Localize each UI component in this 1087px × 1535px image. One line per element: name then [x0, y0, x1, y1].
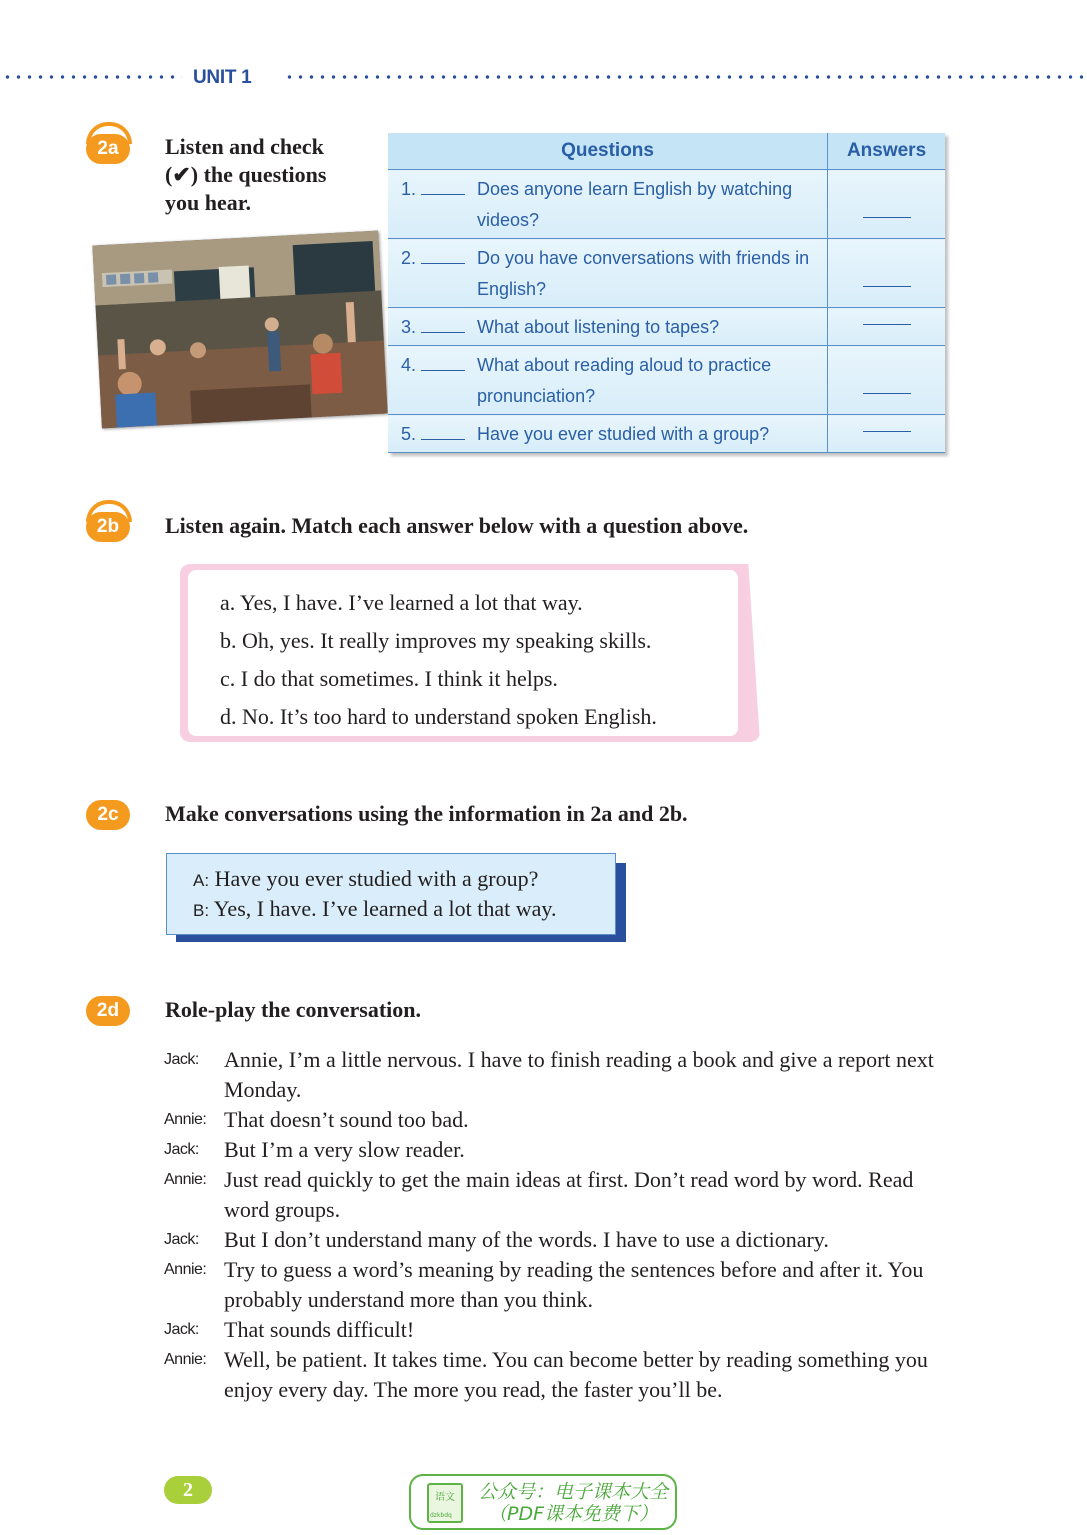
- answer-cell: [828, 239, 945, 308]
- answer-blank[interactable]: [863, 217, 911, 218]
- answer-cell: [828, 170, 945, 239]
- classroom-illustration: [92, 231, 387, 429]
- table-header-row: [388, 133, 945, 170]
- question-text: Does anyone learn English by watching videos?: [477, 170, 828, 239]
- answer-blank[interactable]: [863, 286, 911, 287]
- dialog-text: Just read quickly to get the main ideas at first. Don’t read word by word. Read word groups.: [224, 1167, 914, 1222]
- table-row: [388, 346, 945, 415]
- list-item: a. Yes, I have. I’ve learned a lot that way.: [220, 590, 583, 615]
- watermark-line-1: 公众号：电子课本大全: [477, 1481, 668, 1503]
- role-play-dialog: [164, 1045, 954, 1405]
- speaker-label: Annie:: [164, 1111, 207, 1128]
- speaker-label: Jack:: [164, 1321, 199, 1338]
- dialog-line: [164, 1315, 954, 1345]
- check-blank[interactable]: [421, 178, 465, 195]
- answer-cell: [828, 346, 945, 415]
- watermark-icon-sub: dzkbdq: [430, 1512, 452, 1519]
- dialog-line: [164, 1345, 954, 1405]
- watermark-badge: [409, 1474, 677, 1530]
- speaker-label: Annie:: [164, 1171, 207, 1188]
- example-line-a: [193, 864, 538, 896]
- instruction-2b: Listen again. Match each answer below with a question above.: [165, 513, 749, 538]
- speaker-label: Annie:: [164, 1351, 207, 1368]
- page-number: 2: [164, 1476, 212, 1504]
- questions-table: [388, 133, 945, 453]
- question-number: [388, 415, 477, 453]
- example-box-front: [166, 853, 616, 935]
- question-number: [388, 170, 477, 239]
- example-line-text: Yes, I have. I’ve learned a lot that way.: [213, 896, 557, 921]
- answers-box-inner: [188, 570, 738, 736]
- classroom-photo: [92, 231, 387, 429]
- question-number: [388, 239, 477, 308]
- header-dots-right: [284, 74, 1084, 80]
- section-badge-2a: 2a: [86, 134, 130, 164]
- answer-cell: [828, 415, 945, 453]
- question-number-text: 4.: [401, 355, 417, 375]
- dialog-text: Try to guess a word’s meaning by reading the sentences before and after it. You probably understand more than you think.: [224, 1257, 924, 1312]
- dialog-text: That sounds difficult!: [224, 1317, 415, 1342]
- question-text: Do you have conversations with friends in English?: [477, 239, 828, 308]
- section-badge-2d: 2d: [86, 996, 130, 1026]
- answer-blank[interactable]: [863, 431, 911, 432]
- dialog-line: [164, 1045, 954, 1105]
- dialog-line: [164, 1165, 954, 1225]
- header-dots-left: [2, 74, 182, 80]
- dialog-line: [164, 1105, 954, 1135]
- check-blank[interactable]: [421, 423, 465, 440]
- speaker-label: Jack:: [164, 1231, 199, 1248]
- answer-blank[interactable]: [863, 393, 911, 394]
- instruction-2d: Role-play the conversation.: [165, 997, 422, 1022]
- example-conversation-box: [166, 853, 616, 935]
- instruction-2c: Make conversations using the information in 2a and 2b.: [165, 801, 688, 826]
- watermark-icon-label: 语文: [435, 1492, 455, 1503]
- speaker-label: Jack:: [164, 1141, 199, 1158]
- answers-header: Answers: [828, 133, 945, 170]
- check-blank[interactable]: [421, 247, 465, 264]
- list-item: d. No. It’s too hard to understand spoken English.: [220, 704, 657, 729]
- dialog-text: Well, be patient. It takes time. You can become better by reading something you enjoy every day. The more you read, the faster you’ll be.: [224, 1347, 928, 1402]
- question-number-text: 3.: [401, 317, 417, 337]
- answer-cell: [828, 308, 945, 346]
- questions-header: Questions: [388, 133, 828, 170]
- dialog-text: But I’m a very slow reader.: [224, 1137, 465, 1162]
- dialog-line: [164, 1225, 954, 1255]
- book-icon: [427, 1483, 463, 1523]
- instruction-2a-line3: you hear.: [165, 190, 251, 215]
- section-badge-2b: 2b: [86, 512, 130, 542]
- dialog-line: [164, 1255, 954, 1315]
- question-number-text: 1.: [401, 179, 417, 199]
- dialog-line: [164, 1135, 954, 1165]
- speaker-label: Annie:: [164, 1261, 207, 1278]
- check-blank[interactable]: [421, 354, 465, 371]
- speaker-label: Jack:: [164, 1051, 199, 1068]
- instruction-2a-line1: Listen and check: [165, 134, 324, 159]
- instruction-2a: [165, 133, 375, 217]
- instruction-2a-line2: (✔) the questions: [165, 162, 327, 187]
- question-text: Have you ever studied with a group?: [477, 415, 828, 453]
- question-number-text: 5.: [401, 424, 417, 444]
- answer-blank[interactable]: [863, 324, 911, 325]
- dialog-text: Annie, I’m a little nervous. I have to finish reading a book and give a report next Monday.: [224, 1047, 934, 1102]
- example-line-b: [193, 894, 556, 926]
- speaker-label: B:: [193, 901, 210, 920]
- question-number: [388, 308, 477, 346]
- table-row: [388, 308, 945, 346]
- watermark-line-2: （PDF课本免费下）: [487, 1503, 659, 1525]
- question-number-text: 2.: [401, 248, 417, 268]
- unit-title: UNIT 1: [193, 67, 252, 88]
- dialog-text: But I don’t understand many of the words. I have to use a dictionary.: [224, 1227, 829, 1252]
- example-line-text: Have you ever studied with a group?: [214, 866, 539, 891]
- question-text: What about listening to tapes?: [477, 308, 828, 346]
- answers-box: [180, 564, 760, 742]
- question-number: [388, 346, 477, 415]
- dialog-text: That doesn’t sound too bad.: [224, 1107, 469, 1132]
- question-text: What about reading aloud to practice pronunciation?: [477, 346, 828, 415]
- table-row: [388, 239, 945, 308]
- check-blank[interactable]: [421, 316, 465, 333]
- list-item: b. Oh, yes. It really improves my speaking skills.: [220, 628, 652, 653]
- answers-list: [220, 584, 657, 736]
- table-row: [388, 415, 945, 453]
- table-row: [388, 170, 945, 239]
- speaker-label: A:: [193, 871, 210, 890]
- list-item: c. I do that sometimes. I think it helps.: [220, 666, 558, 691]
- section-badge-2c: 2c: [86, 800, 130, 830]
